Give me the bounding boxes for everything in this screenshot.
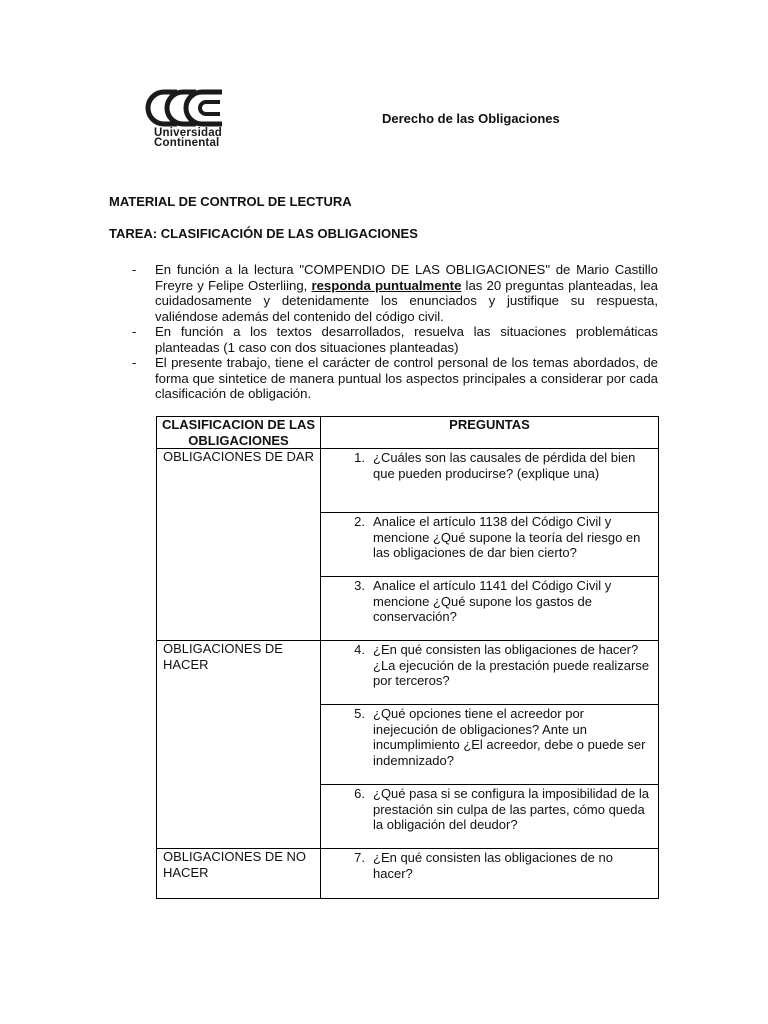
question-number: 6. <box>354 786 365 801</box>
question-number: 4. <box>354 642 365 657</box>
logo-line2: Continental <box>154 137 220 149</box>
instruction-2-text: En función a los textos desarrollados, resuelva las situaciones problemáticas planteadas (1 caso con dos situaciones planteadas) <box>155 324 658 355</box>
instruction-1-text-a: En función a la lectura "COMPENDIO DE LAS OBLIGACIONES" de Mario Castillo Freyre y Felipe Osterliing, <box>155 262 658 293</box>
question-number: 7. <box>354 850 365 865</box>
logo-wordmark <box>154 128 222 148</box>
logo-c-mark-icon <box>122 88 232 128</box>
instruction-item <box>126 324 658 355</box>
question-text: Analice el artículo 1138 del Código Civil y mencione ¿Qué supone la teoría del riesgo en las obligaciones de dar bien cierto? <box>373 514 641 560</box>
question-text: ¿Qué opciones tiene el acreedor por inejecución de obligaciones? Ante un incumplimiento ¿El acreedor, debe o puede ser indemnizado? <box>373 706 646 768</box>
table-row <box>157 449 659 513</box>
category-no-hacer: OBLIGACIONES DE NO HACER <box>157 849 321 899</box>
question-number: 5. <box>354 706 365 721</box>
question-cell <box>321 513 659 577</box>
instruction-3-text: El presente trabajo, tiene el carácter de control personal de los temas abordados, de forma que sintetice de manera puntual los aspectos principales a considerar por cada clasificación de obligación. <box>155 355 658 401</box>
question-text: ¿Cuáles son las causales de pérdida del bien que pueden producirse? (explique una) <box>373 450 636 481</box>
question-cell <box>321 849 659 899</box>
question-number: 1. <box>354 450 365 465</box>
question-number: 3. <box>354 578 365 593</box>
instruction-1-text-b: las 20 preguntas planteadas, lea cuidadosamente y detenidamente los enunciados y justifique su respuesta, valiéndose además del contenido del código civil. <box>155 277 658 324</box>
instruction-1-emphasis: responda puntualmente <box>311 277 462 293</box>
bullet-dash: - <box>132 355 137 370</box>
bullet-dash: - <box>132 262 137 277</box>
material-heading: MATERIAL DE CONTROL DE LECTURA <box>109 194 352 209</box>
question-text: Analice el artículo 1141 del Código Civil y mencione ¿Qué supone los gastos de conservación? <box>373 578 612 624</box>
category-dar: OBLIGACIONES DE DAR <box>157 449 321 641</box>
question-cell <box>321 705 659 785</box>
question-cell <box>321 449 659 513</box>
logo-line1: Universidad <box>154 127 223 139</box>
header-classification: CLASIFICACION DE LAS OBLIGACIONES <box>157 417 321 449</box>
instruction-item <box>126 262 658 324</box>
question-text: ¿En qué consisten las obligaciones de no hacer? <box>373 850 613 881</box>
university-logo <box>122 88 284 158</box>
task-heading: TAREA: CLASIFICACIÓN DE LAS OBLIGACIONES <box>109 226 418 241</box>
bullet-dash: - <box>132 324 137 339</box>
question-cell <box>321 641 659 705</box>
table-header-row <box>157 417 659 449</box>
instruction-item <box>126 355 658 402</box>
category-hacer: OBLIGACIONES DE HACER <box>157 641 321 849</box>
questions-table <box>156 416 659 899</box>
question-number: 2. <box>354 514 365 529</box>
instructions-list <box>126 262 658 402</box>
question-cell <box>321 577 659 641</box>
question-text: ¿Qué pasa si se configura la imposibilidad de la prestación sin culpa de las partes, cómo queda la obligación del deudor? <box>373 786 650 832</box>
course-title: Derecho de las Obligaciones <box>382 111 560 126</box>
table-row <box>157 641 659 705</box>
header-questions: PREGUNTAS <box>321 417 659 449</box>
question-text: ¿En qué consisten las obligaciones de hacer?¿La ejecución de la prestación puede realizarse por terceros? <box>373 642 650 688</box>
question-cell <box>321 785 659 849</box>
table-row <box>157 849 659 899</box>
